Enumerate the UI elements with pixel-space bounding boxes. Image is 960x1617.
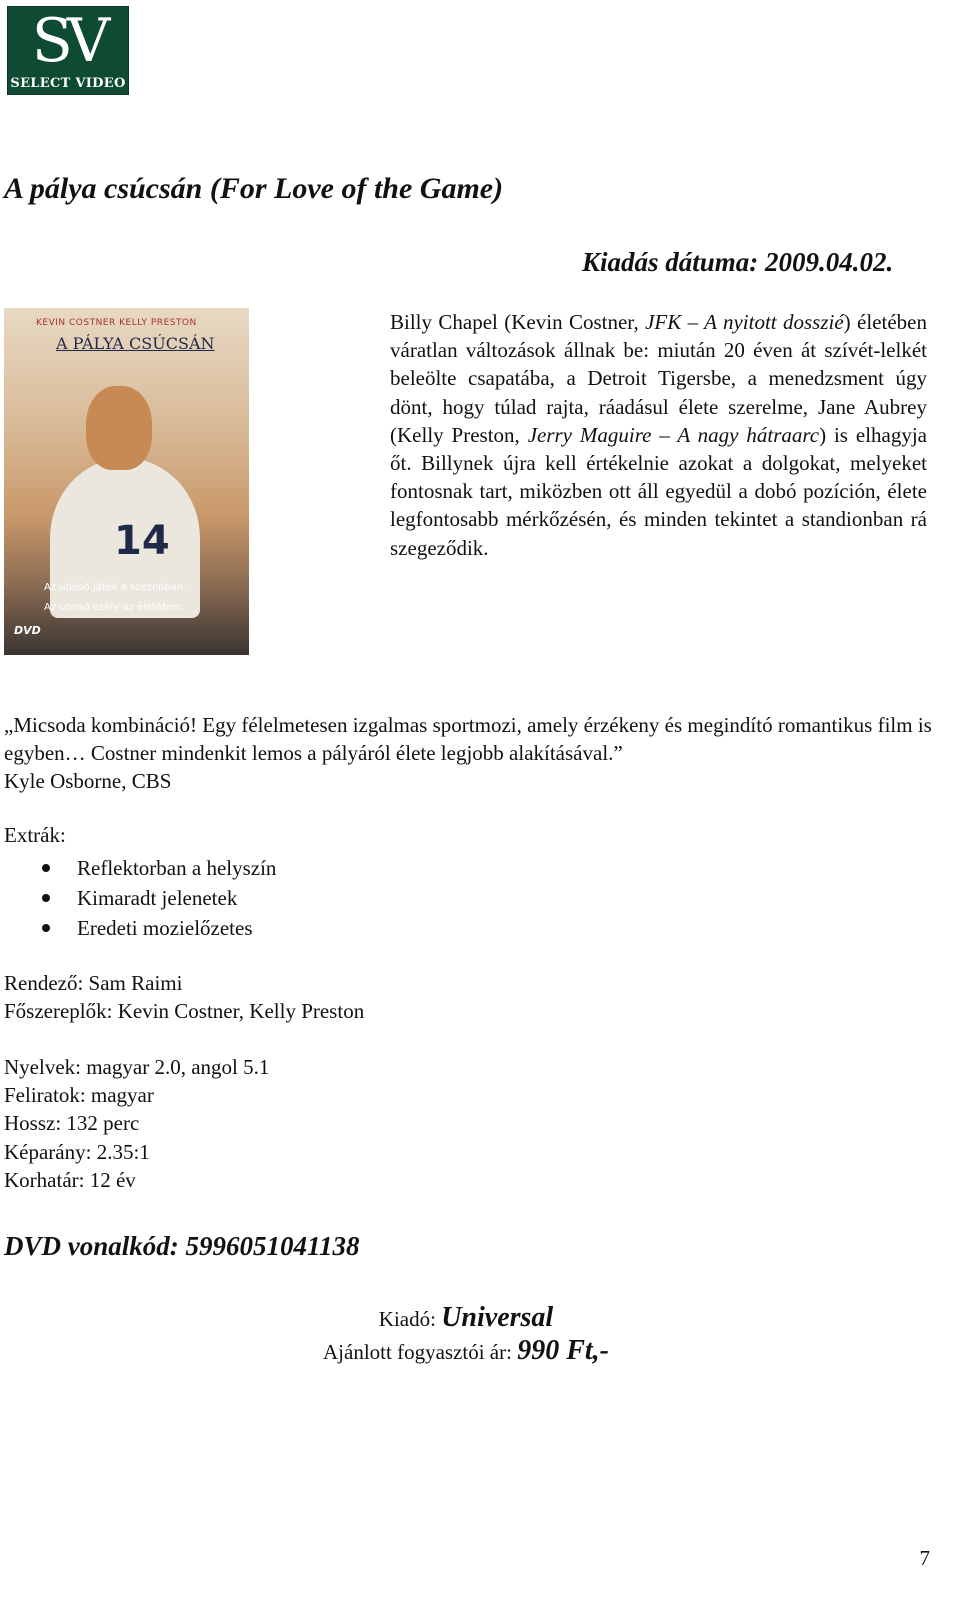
cover-dvd-logo: DVD xyxy=(14,624,41,637)
cover-tagline xyxy=(44,578,187,618)
cast: Főszereplők: Kevin Costner, Kelly Preston xyxy=(4,999,365,1024)
synopsis-text-3: ) is elhagyja őt. Billynek újra kell értékelnie azokat a dolgokat, melyeket fontosnak tart, miközben ott áll egyedül a dobó pozíción, élete legfontosabb mérkőzésén, és minden tekintet a standionban rá szegeződik. xyxy=(390,422,927,560)
languages: Nyelvek: magyar 2.0, angol 5.1 xyxy=(4,1055,270,1079)
logo-text: SELECT VIDEO xyxy=(10,76,126,91)
publisher-label: Kiadó: xyxy=(378,1307,442,1331)
cover-title: A PÁLYA CSÚCSÁN xyxy=(56,334,215,353)
credits xyxy=(4,969,364,1025)
synopsis-italic-2: Jerry Maguire – A nagy hátraarc xyxy=(527,422,820,447)
price-value: 990 Ft,- xyxy=(517,1335,609,1366)
bullet-icon xyxy=(42,924,50,932)
cover-tagline-1: Az utolsó játék a szezonban. xyxy=(44,582,187,593)
price-label: Ajánlott fogyasztói ár: xyxy=(323,1340,518,1364)
synopsis-italic-1: JFK – A nyitott dosszié xyxy=(645,310,844,334)
movie-title: A pálya csúcsán (For Love of the Game) xyxy=(4,172,504,205)
quote-text: „Micsoda kombináció! Egy félelmetesen izgalmas sportmozi, amely érzékeny és megindító romantikus film is egyben… Costner mindenkit lemos a pályáról élete legjobb alakításával.” xyxy=(4,713,932,766)
publisher-name: Universal xyxy=(441,1302,554,1333)
logo-monogram: SV xyxy=(31,6,105,76)
quote-author: Kyle Osborne, CBS xyxy=(4,769,172,794)
list-item xyxy=(0,853,276,883)
release-value: 2009.04.02. xyxy=(765,247,894,277)
extras-item-label: Kimaradt jelenetek xyxy=(77,886,238,910)
age-rating: Korhatár: 12 év xyxy=(4,1167,136,1192)
release-date xyxy=(582,247,893,278)
review-quote xyxy=(4,711,934,796)
length: Hossz: 132 perc xyxy=(4,1111,140,1136)
price xyxy=(0,1335,932,1367)
cover-jersey-number: 14 xyxy=(114,518,170,564)
bullet-icon xyxy=(42,894,50,902)
bullet-icon xyxy=(42,864,50,872)
director: Rendező: Sam Raimi xyxy=(4,971,183,995)
publisher xyxy=(0,1302,932,1334)
dvd-barcode: DVD vonalkód: 5996051041138 xyxy=(4,1231,360,1261)
cover-face xyxy=(86,386,152,470)
list-item xyxy=(0,883,276,913)
extras-item-label: Eredeti mozielőzetes xyxy=(77,916,253,940)
subtitles: Feliratok: magyar xyxy=(4,1083,154,1108)
synopsis-text-1: Billy Chapel (Kevin Costner, xyxy=(390,310,646,334)
dvd-cover-image xyxy=(4,308,249,655)
list-item xyxy=(0,913,276,943)
cover-tagline-2: Az utolsó esély az életében. xyxy=(44,602,185,613)
extras-heading: Extrák: xyxy=(4,823,66,847)
extras-list xyxy=(0,853,276,943)
specs xyxy=(4,1053,269,1194)
page-number: 7 xyxy=(919,1546,930,1570)
select-video-logo xyxy=(7,6,129,95)
extras-item-label: Reflektorban a helyszín xyxy=(77,856,277,880)
release-label: Kiadás dátuma: xyxy=(582,247,759,277)
cover-header: KEVIN COSTNER KELLY PRESTON xyxy=(36,318,197,328)
synopsis xyxy=(390,308,927,562)
aspect-ratio: Képarány: 2.35:1 xyxy=(4,1139,150,1164)
synopsis-text-2: ) életében váratlan változások állnak be: miután 20 éven át szívét-lelkét beleölte csapatába, a Detroit Tigersbe, a menedzsment úgy dönt, hogy túlad rajta, ráadásul élete szerelme, Jane Aubrey (Kelly Preston, xyxy=(390,310,927,447)
